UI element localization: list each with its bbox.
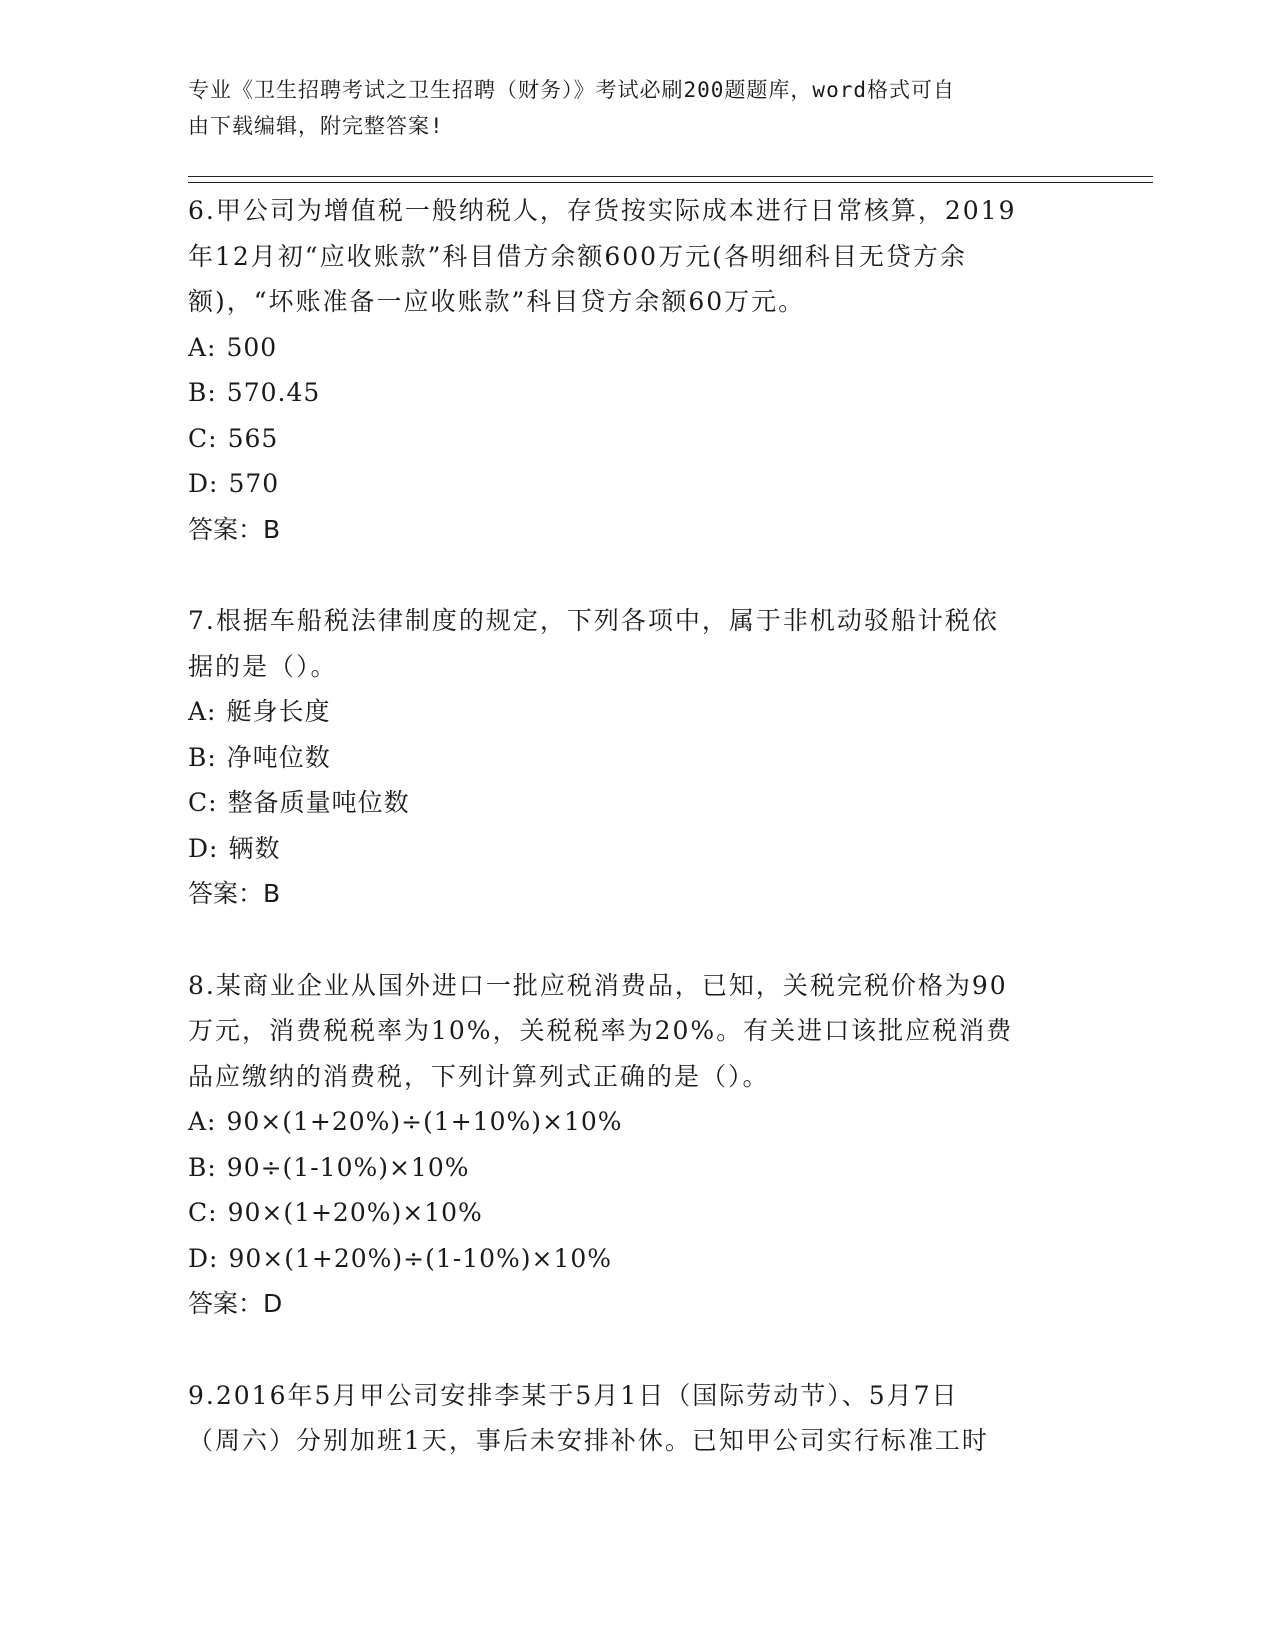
option-key: C: bbox=[188, 423, 218, 453]
option-key: D: bbox=[188, 833, 219, 863]
option-text: 90÷(1-10%)×10% bbox=[226, 1152, 470, 1182]
option-b bbox=[188, 370, 1088, 416]
option-key: A: bbox=[188, 332, 217, 362]
option-key: C: bbox=[188, 788, 218, 817]
stem-line: 8.某商业企业从国外进口一批应税消费品，已知，关税完税价格为90 bbox=[188, 970, 1008, 1000]
question-7 bbox=[188, 598, 1088, 917]
option-text: 艇身长度 bbox=[226, 697, 331, 726]
stem-line: 万元，消费税税率为10%，关税税率为20%。有关进口该批应税消费 bbox=[188, 1016, 1014, 1045]
option-d bbox=[188, 461, 1088, 507]
question-list bbox=[188, 188, 1088, 1510]
answer-line: 答案：B bbox=[188, 514, 281, 544]
answer-line: 答案：D bbox=[188, 1289, 283, 1318]
option-text: 570 bbox=[228, 469, 280, 498]
option-text: 565 bbox=[227, 423, 279, 453]
option-d bbox=[188, 826, 1088, 872]
option-text: 90×(1+20%)÷(1+10%)×10% bbox=[226, 1107, 623, 1136]
option-key: D: bbox=[188, 469, 219, 498]
option-a bbox=[188, 325, 1088, 371]
option-text: 570.45 bbox=[226, 378, 321, 407]
option-text: 辆数 bbox=[228, 833, 281, 863]
option-key: B: bbox=[188, 378, 217, 407]
header-divider-top bbox=[188, 176, 1153, 177]
option-key: A: bbox=[188, 697, 217, 726]
option-b bbox=[188, 1145, 1088, 1191]
option-d bbox=[188, 1236, 1088, 1282]
option-a bbox=[188, 689, 1088, 735]
question-8 bbox=[188, 963, 1088, 1327]
option-text: 500 bbox=[226, 332, 278, 362]
stem-line: （周六）分别加班1天，事后未安排补休。已知甲公司实行标准工时 bbox=[188, 1426, 989, 1455]
option-text: 90×(1+20%)×10% bbox=[227, 1198, 483, 1227]
option-a bbox=[188, 1099, 1088, 1145]
option-key: B: bbox=[188, 1152, 217, 1182]
stem-line: 7.根据车船税法律制度的规定，下列各项中，属于非机动驳船计税依 bbox=[188, 606, 999, 635]
question-stem bbox=[188, 1373, 1088, 1464]
question-6 bbox=[188, 188, 1088, 552]
option-text: 整备质量吨位数 bbox=[227, 788, 410, 817]
stem-line: 品应缴纳的消费税，下列计算列式正确的是（）。 bbox=[188, 1061, 770, 1091]
question-9 bbox=[188, 1373, 1088, 1464]
question-stem bbox=[188, 598, 1088, 689]
option-b bbox=[188, 735, 1088, 781]
header-title-line-2: 由下载编辑，附完整答案! bbox=[188, 114, 444, 138]
document-header bbox=[188, 72, 1068, 144]
stem-line: 6.甲公司为增值税一般纳税人，存货按实际成本进行日常核算，2019 bbox=[188, 196, 1017, 225]
option-c bbox=[188, 1190, 1088, 1236]
header-divider-bottom bbox=[188, 182, 1153, 183]
option-key: A: bbox=[188, 1107, 217, 1136]
option-c bbox=[188, 416, 1088, 462]
option-c bbox=[188, 780, 1088, 826]
header-title-line-1: 专业《卫生招聘考试之卫生招聘（财务）》考试必刷200题题库，word格式可自 bbox=[188, 78, 955, 102]
stem-line: 年12月初“应收账款”科目借方余额600万元(各明细科目无贷方余 bbox=[188, 241, 967, 271]
question-stem bbox=[188, 188, 1088, 325]
option-key: C: bbox=[188, 1198, 218, 1227]
stem-line: 9.2016年5月甲公司安排李某于5月1日（国际劳动节）、5月7日 bbox=[188, 1380, 959, 1410]
question-stem bbox=[188, 963, 1088, 1100]
option-text: 净吨位数 bbox=[226, 742, 331, 772]
option-key: D: bbox=[188, 1243, 219, 1273]
option-text: 90×(1+20%)÷(1-10%)×10% bbox=[228, 1243, 613, 1273]
option-key: B: bbox=[188, 742, 217, 772]
stem-line: 据的是（）。 bbox=[188, 651, 338, 681]
stem-line: 额)，“坏账准备一应收账款”科目贷方余额60万元。 bbox=[188, 287, 806, 316]
answer-line: 答案：B bbox=[188, 879, 281, 908]
